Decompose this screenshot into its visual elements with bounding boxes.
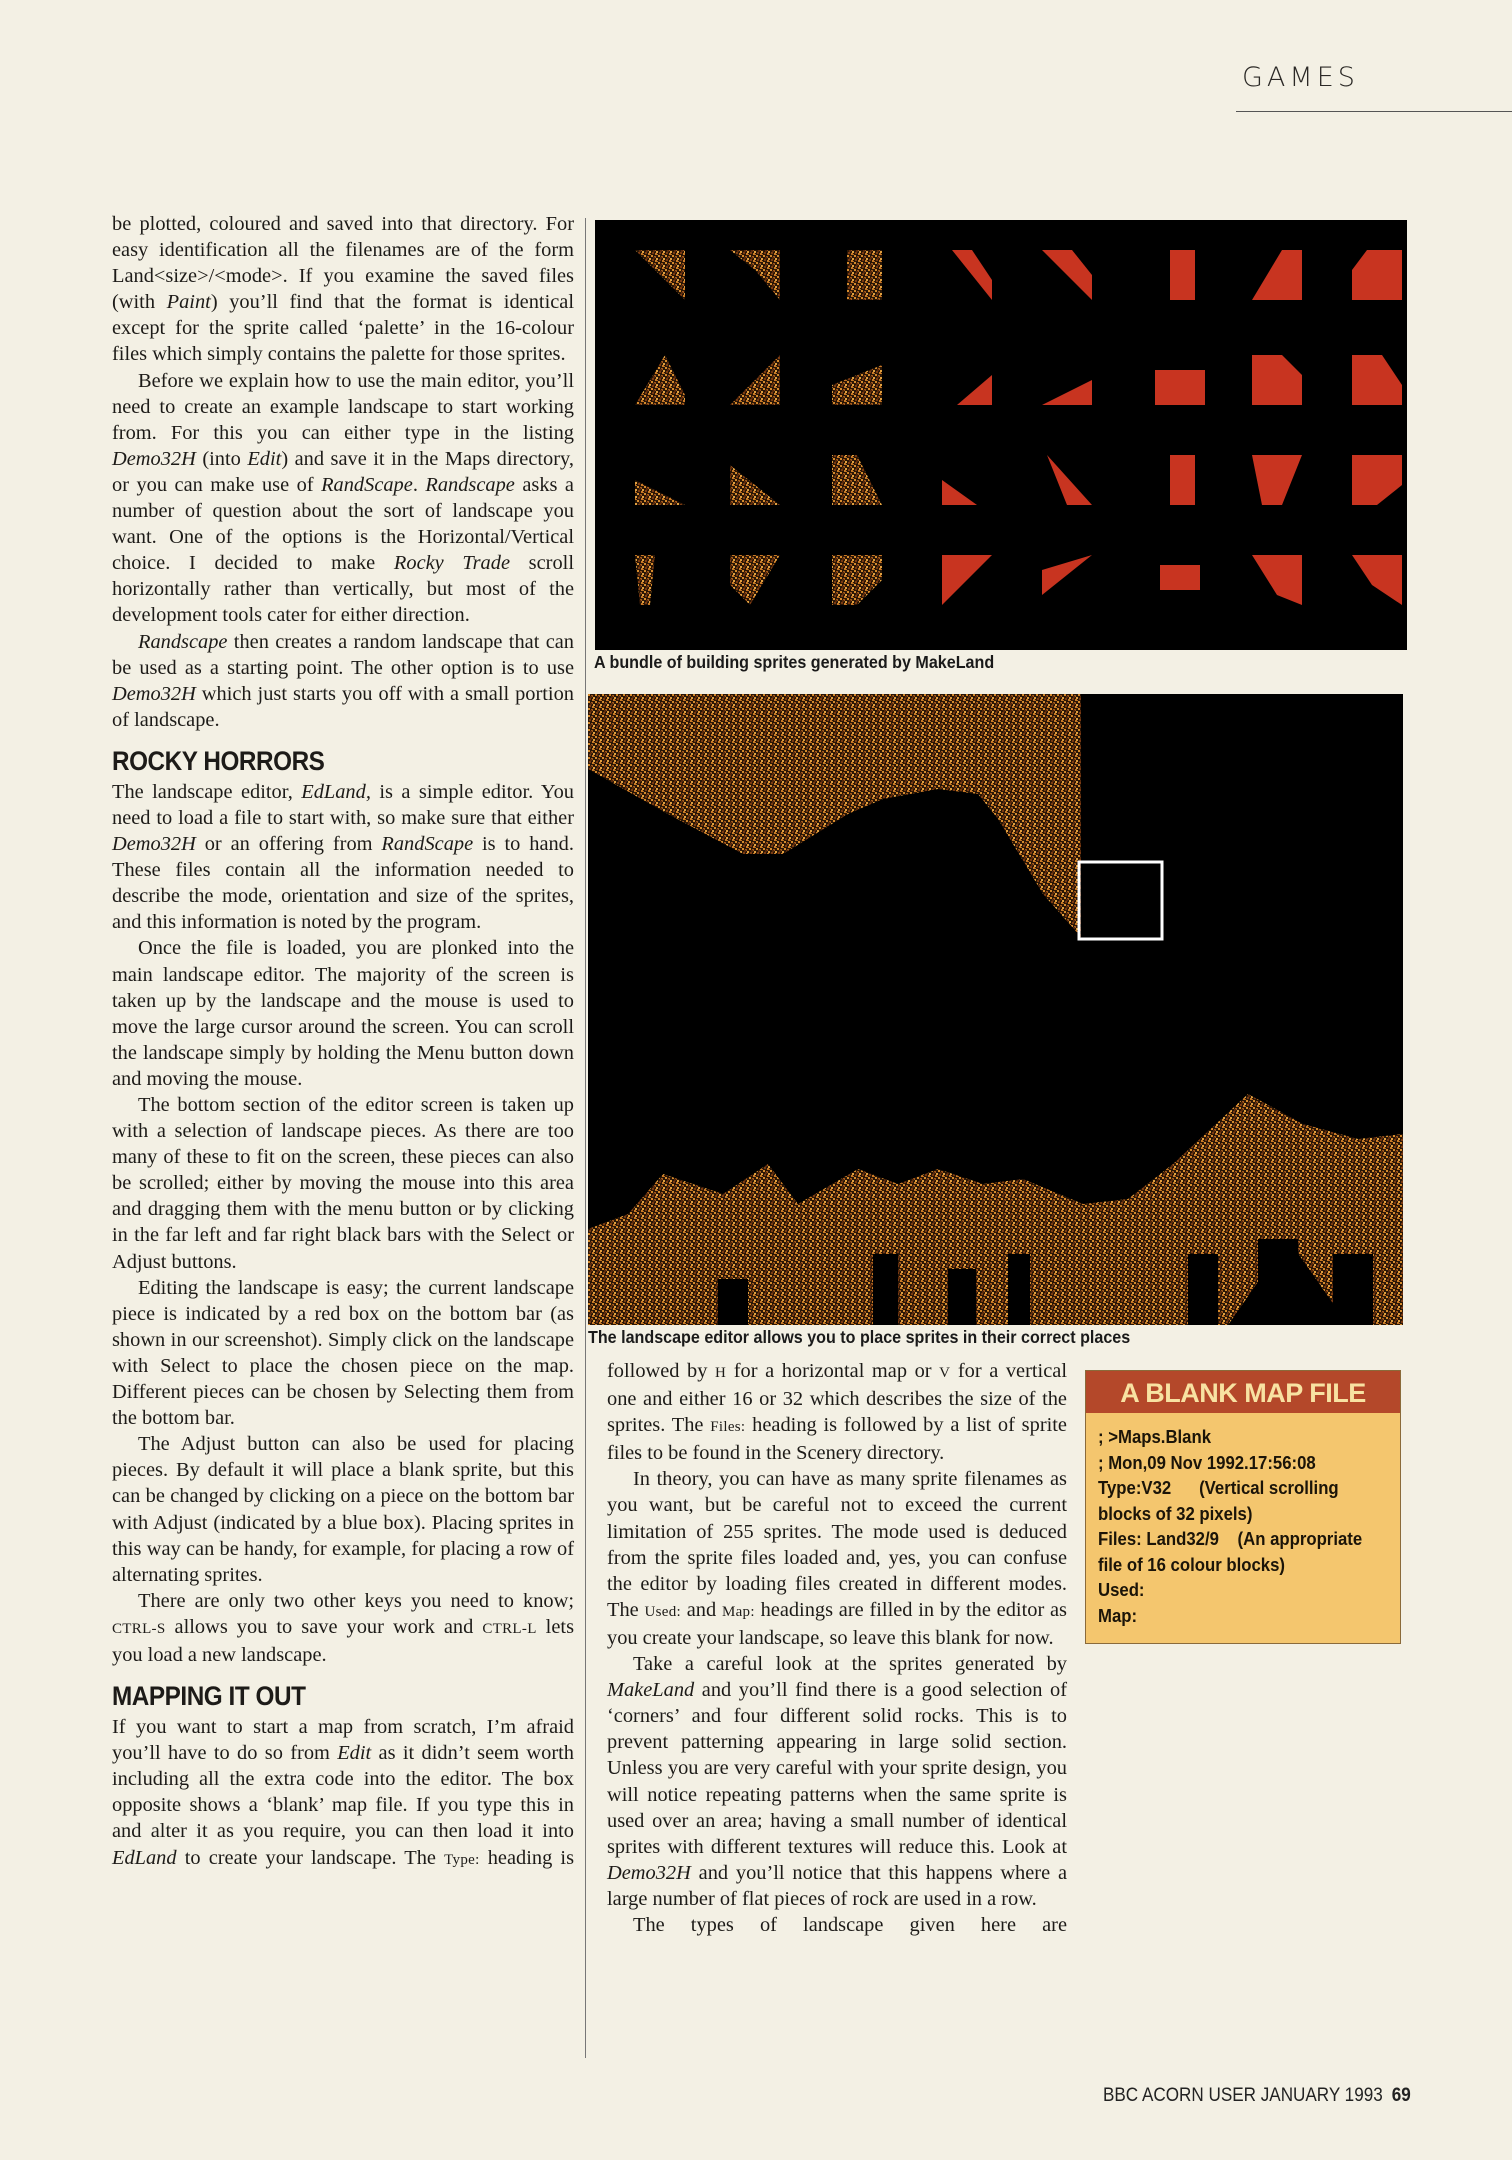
text-run: then creates a random landscape that can be used as a starting point. The other option is to use [112,630,574,679]
italic-text: Randscape [425,473,515,496]
box-body [1086,1413,1400,1629]
text-run: . [412,473,426,496]
small-caps-text: CTRL-S [112,1620,166,1637]
box-line: blocks of 32 pixels) [1098,1503,1253,1524]
sprite-tile [730,355,780,405]
text-run: In theory, you can have as many sprite filenames as you want, but be careful not to exceed the current limitation of 255 sprites. The mode used is deduced from the sprite files loaded and, yes, you can confuse the editor by loading files created in different modes. The [607,1468,1067,1621]
sprite-tile [832,555,882,605]
text-run: scroll horizontally rather than vertically, but most of the development tools cater for either direction. [112,552,574,627]
text-run: asks a number of question about the sort of landscape you want. One of the options is the Horizontal/Vertical choice. I decided to make [112,473,574,575]
sprite-bundle-figure [595,220,1407,650]
sprite-tile [1042,250,1092,300]
italic-text: Demo32H [112,682,196,705]
text-run: lets you load a new landscape. [112,1615,575,1666]
italic-text: MakeLand [607,1679,695,1702]
text-run: is to hand. These files contain all the information needed to describe the mode, orientation and size of the sprites, and this information is noted by the program. [112,833,574,934]
italic-text: Demo32H [607,1861,691,1884]
paragraph [607,1651,1067,1912]
sprite-tile [1352,250,1402,300]
text-run: heading is followed by a list of sprite files to be found in the Scenery directory. [607,1414,1067,1465]
italic-text: Randscape [138,630,228,653]
text-run: which just starts you off with a small portion of landscape. [112,682,574,731]
sprite-tile [1170,455,1195,505]
text-run: The landscape editor, [112,780,302,803]
sprite-tile [957,375,992,405]
text-run: Take a careful look at the sprites generated by [633,1653,1067,1676]
sprite-tile [730,465,780,505]
blank-tile [1188,1254,1218,1325]
italic-text: EdLand, [301,780,371,803]
text-run: Once the file is loaded, you are plonked into the main landscape editor. The majority of the screen is taken up by the landscape and the mouse is used to move the large cursor around the screen. You can scroll the landscape simply by holding the Menu button down and moving the mouse. [112,937,574,1090]
sprite-tile [942,480,977,505]
italic-text: Paint [166,291,211,314]
box-line: file of 16 colour blocks) [1098,1554,1285,1575]
section-tag: GAMES [1242,62,1359,93]
paragraph [112,1714,574,1873]
publication-name: BBC ACORN USER JANUARY 1993 [1103,2085,1383,2106]
paragraph [607,1466,1067,1651]
sprite-tile [730,250,780,300]
text-run: The Adjust button can also be used for placing pieces. By default it will place a blank sprite, but this can be changed by clicking on a piece on the bottom bar with Adjust (indicated by a blue box). Placing sprites in this way can be handy, for example, for placing a row of alternating sprites. [112,1433,574,1586]
sprite-figure-caption: A bundle of building sprites generated by MakeLand [594,652,995,672]
sprite-tile [1252,555,1302,605]
box-line: Files: Land32/9 (An appropriate [1098,1529,1363,1549]
italic-text: RandScape [321,473,413,496]
sprite-tile [1352,355,1402,405]
text-run: If you want to start a map from scratch, I’m afraid you’ll have to do so from [112,1716,574,1765]
paragraph [112,1092,574,1275]
text-run: Before we explain how to use the main editor, you’ll need to create an example landscape to start working from. For this you can either type in the listing [112,369,574,444]
sprite-tile [1352,455,1402,505]
small-caps-text: Files: [710,1419,746,1436]
paragraph [607,1912,1067,1938]
sprite-tile [1252,250,1302,300]
text-run: ) you’ll find that the format is identical except for the sprite called ‘palette’ in the 16-colour files which simply contains the palette for those sprites. [112,291,574,366]
italic-text: Demo32H [112,447,196,470]
sprite-tile [1160,565,1200,590]
sprite-tile [1155,370,1205,405]
text-run: as it didn’t seem worth including all the extra code into the editor. The box opposite shows a ‘blank’ map file. If you type this in and alter it as you require, you can then load it into [112,1742,574,1843]
paragraph [112,1275,574,1432]
blank-tile [873,1254,898,1325]
italic-text: RandScape [381,833,474,856]
small-caps-text: CTRL-L [482,1620,537,1637]
sprite-tile [1252,355,1302,405]
text-run: is a simple editor. You need to load a file to start with, so make sure that either [112,780,574,829]
text-run: ) and save it in the Maps directory, or you can make use of [112,447,574,496]
page-number: 69 [1391,2085,1411,2106]
text-run: followed by [607,1360,716,1382]
blank-tile [948,1269,976,1325]
sprite-tile [832,455,882,505]
text-run: to create your landscape. The [176,1846,445,1869]
small-caps-text: Used: [644,1603,681,1620]
text-run: for a vertical one and either 16 or 32 which describes the size of the sprites. The [607,1360,1067,1437]
box-title: A BLANK MAP FILE [1086,1371,1400,1413]
sprite-tile [635,250,685,300]
sprite-tile [832,365,882,405]
text-run: (into [195,447,248,470]
paragraph [112,629,574,733]
italic-text: Edit [337,1742,372,1765]
box-line: Used: [1098,1580,1145,1600]
small-caps-text: Type: [444,1851,480,1868]
blank-tile [718,1279,748,1325]
text-run: The types of landscape given here are [633,1913,1067,1936]
header-rule [1236,111,1512,112]
sprite-tile [847,250,882,300]
sprite-tile [1352,555,1402,605]
small-caps-text: Map: [721,1603,755,1620]
sprite-tile [1170,250,1195,300]
left-column [112,211,574,1873]
section-heading: MAPPING IT OUT [112,1681,306,1712]
paragraph [112,935,574,1092]
paragraph [112,1431,574,1588]
text-run: be plotted, coloured and saved into that directory. For easy identification all the filenames are of the form Land<size>/<mode>. If you examine the saved files (with [112,213,574,314]
sprite-tile [1042,555,1092,595]
text-run: allows you to save your work and [165,1615,483,1638]
italic-text: EdLand [112,1846,177,1869]
text-run: headings are filled in by the editor as you create your landscape, so leave this blank for now. [607,1598,1067,1649]
text-run: or an offering from [195,833,382,856]
column-divider [585,218,586,2058]
landscape-editor-figure [588,694,1403,1325]
box-line: ; >Maps.Blank [1098,1427,1212,1447]
text-run: for a horizontal map or [726,1360,940,1382]
sprite-tile [635,555,655,605]
small-caps-text: H [715,1365,727,1381]
text-run: The bottom section of the editor screen is taken up with a selection of landscape pieces. As there are too many of these to fit on the screen, these pieces can also be scrolled; either by moving the mouse into this area and dragging them with the menu button or by clicking in the far left and far right black bars with the Select or Adjust buttons. [112,1094,574,1273]
text-run: Editing the landscape is easy; the current landscape piece is indicated by a red box on the bottom bar (as shown in our screenshot). Simply click on the landscape with Select to place the chosen piece on the map. Different pieces can be chosen by Selecting them from the bottom bar. [112,1276,574,1430]
sprite-tile [730,555,780,605]
text-run: There are only two other keys you need to know; [138,1589,574,1612]
sprite-bundle-image [595,220,1407,650]
text-run: heading is [479,1846,574,1869]
paragraph [112,1588,574,1668]
paragraph [112,779,574,936]
sprite-tile [1042,380,1092,405]
paragraph [607,1358,1067,1466]
paragraph [112,368,574,629]
landscape-editor-image [588,694,1403,1325]
paragraph [112,211,574,368]
sprite-tile [635,480,685,505]
text-run: and [680,1598,722,1621]
box-line: Map: [1098,1605,1138,1626]
box-line: Type:V32 (Vertical scrolling [1098,1478,1339,1498]
editor-figure-caption: The landscape editor allows you to place sprites in their correct places [588,1327,1131,1347]
text-run: and you’ll notice that this happens where a large number of flat pieces of rock are used in a row. [607,1861,1067,1910]
italic-text: Demo32H [112,833,196,856]
section-heading: ROCKY HORRORS [112,745,325,776]
sprite-tile [1252,455,1302,505]
sprite-tile [952,250,992,300]
box-line: ; Mon,09 Nov 1992.17:56:08 [1098,1452,1316,1473]
blank-map-file-box [1085,1370,1401,1644]
blank-tile [1008,1254,1030,1325]
italic-text: Rocky Trade [393,552,510,575]
page-footer [1103,2085,1411,2107]
italic-text: Edit [247,447,282,470]
sprite-tile [942,555,992,605]
small-caps-text: V [939,1365,951,1381]
sprite-tile [635,355,685,405]
text-run: and you’ll find there is a good selection of ‘corners’ and four different solid rocks. This is to prevent patterning appearing in large solid section. Unless you are very careful with your sprite design, you will notice repeating patterns when the same sprite is used over an area; having a small number of identical sprites with different textures will reduce this. Look at [607,1679,1067,1858]
sprite-tile [1047,455,1092,505]
middle-column [607,1358,1067,1938]
